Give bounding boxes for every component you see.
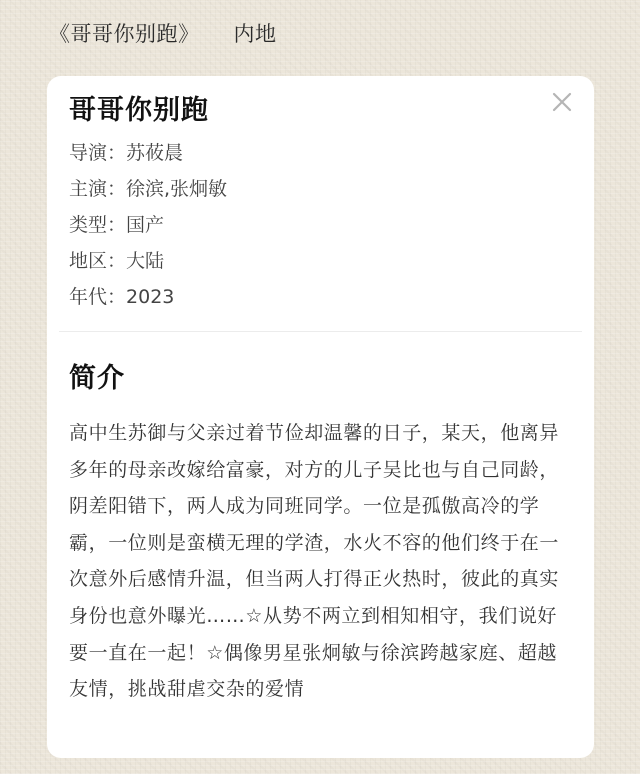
section-divider <box>59 331 582 332</box>
close-icon[interactable] <box>549 89 575 115</box>
meta-label: 主演： <box>69 178 127 200</box>
meta-label: 年代： <box>69 286 127 308</box>
meta-director <box>69 139 227 175</box>
page-header <box>49 16 277 50</box>
meta-value: 徐滨,张炯敏 <box>126 178 228 200</box>
meta-cast <box>69 175 227 211</box>
meta-genre <box>69 211 227 247</box>
meta-label: 类型： <box>69 214 127 236</box>
movie-detail-card <box>47 76 594 758</box>
meta-value: 2023 <box>126 286 175 308</box>
movie-meta-list <box>69 139 227 319</box>
meta-value: 大陆 <box>126 250 165 272</box>
close-button[interactable] <box>549 89 575 115</box>
meta-label: 地区： <box>69 250 127 272</box>
meta-year <box>69 283 227 319</box>
header-title: 《哥哥你别跑》 <box>49 22 200 46</box>
meta-region <box>69 247 227 283</box>
synopsis-heading: 简介 <box>69 363 125 394</box>
header-region: 内地 <box>233 22 277 46</box>
meta-value: 苏莜晨 <box>126 142 184 164</box>
meta-value: 国产 <box>126 214 165 236</box>
meta-label: 导演： <box>69 142 127 164</box>
movie-title: 哥哥你别跑 <box>69 95 209 126</box>
synopsis-text: 高中生苏御与父亲过着节俭却温馨的日子，某天，他离异多年的母亲改嫁给富豪，对方的儿子吴比也与自己同龄，阴差阳错下，两人成为同班同学。一位是孤傲高冷的学霸，一位则是蛮横无理的学渣，水火不容的他们终于在一次意外后感情升温，但当两人打得正火热时，彼此的真实身份也意外曝光……☆从势不两立到相知相守，我们说好要一直在一起！☆偶像男星张炯敏与徐滨跨越家庭、超越友情，挑战甜虐交杂的爱情 <box>69 422 560 701</box>
